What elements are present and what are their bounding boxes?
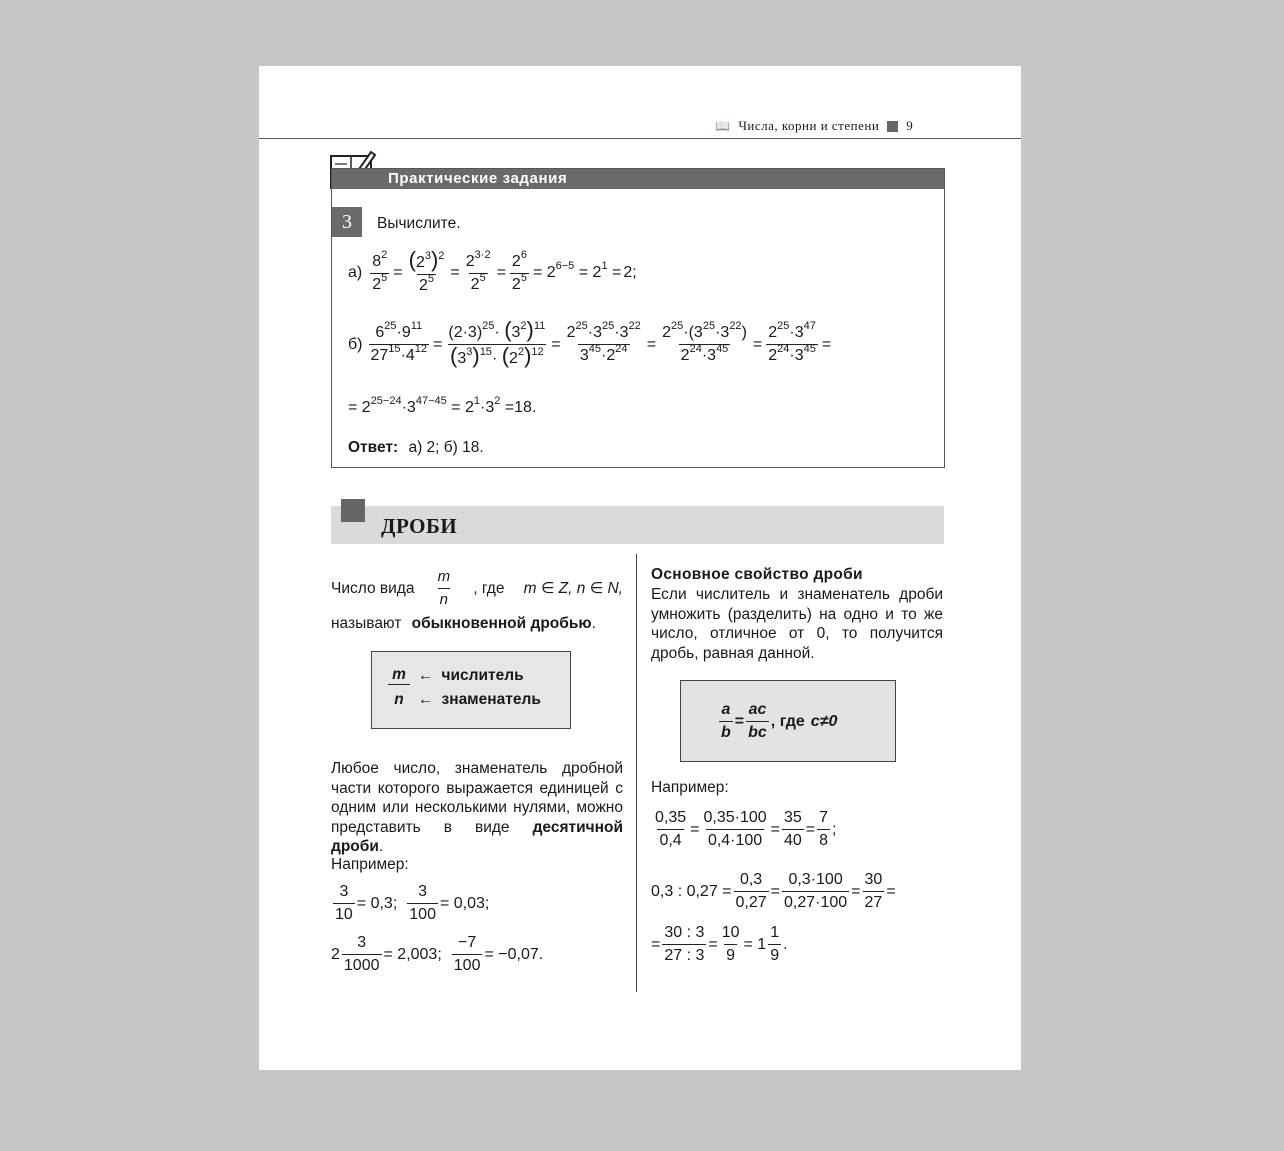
part-b-result: 18. bbox=[514, 399, 537, 416]
practice-frame bbox=[331, 168, 945, 468]
right-example-3: = $\frac{30 : 3}{27 : 3}$ = 10 9 = 1 1 9 . bbox=[651, 922, 788, 967]
right-paragraph: Если числитель и знаменатель дроби умножить (разделить) на одно и то же число, отличное от 0, то получится дробь, равная данной. bbox=[651, 586, 943, 662]
intro-frac-m: m bbox=[437, 568, 451, 585]
box-bc: bc bbox=[746, 721, 769, 744]
task-text: Вычислите. bbox=[377, 215, 461, 232]
box-label-numerator: числитель bbox=[441, 666, 524, 684]
right-example-1: 0,35 0,4 = 0,35·100 0,4·100 = 35 40 = 7 8 ; bbox=[651, 807, 837, 852]
part-b-label: б) bbox=[348, 335, 363, 353]
left-intro bbox=[331, 566, 623, 634]
book-icon: 📖 bbox=[715, 118, 731, 133]
box-b: b bbox=[719, 721, 733, 744]
box-label-denominator: знаменатель bbox=[441, 691, 541, 708]
header-title: Числа, корни и степени bbox=[738, 118, 880, 133]
page-number: 9 bbox=[906, 118, 914, 133]
practice-title: Практические задания bbox=[388, 170, 568, 187]
right-example-2: 0,3 : 0,27 = $\frac{0,3}{0,27}$ = 0,3·100 0,27·100 = 30 27 = bbox=[651, 869, 896, 914]
intro-end: . bbox=[591, 615, 596, 632]
part-a-expression: а) $\frac{8^2}{2^5}$ = $\frac{(2^3)^2}{2^5}$ = $\frac{2^{3\cdot 2}}{2^5}$ = $\frac{2^6}{2^5}$ = $2^{6-5} = 2^1$ = 2; bbox=[348, 249, 637, 297]
answer-line bbox=[348, 439, 484, 457]
left-example-1: $\frac{3}{10}$ = 0,3; $\frac{3}{100}$ = 0,03; bbox=[331, 881, 489, 926]
box-var-n: n bbox=[394, 691, 404, 708]
book-page bbox=[259, 66, 1021, 1070]
decimal-end: . bbox=[378, 838, 384, 855]
column-divider bbox=[636, 554, 637, 992]
section-header bbox=[331, 506, 944, 544]
header-rule bbox=[259, 138, 1021, 139]
arrow-left-icon: ← bbox=[418, 666, 434, 684]
box-text: , где bbox=[770, 712, 805, 730]
task-number: 3 bbox=[332, 207, 362, 237]
box-ac: ac bbox=[748, 701, 767, 718]
decimal-paragraph bbox=[331, 759, 623, 857]
box-condition: c≠0 bbox=[810, 712, 838, 730]
section-title: ДРОБИ bbox=[381, 514, 458, 538]
intro-condition: m ∈ Z, n ∈ N, bbox=[523, 579, 623, 597]
header-square-icon bbox=[887, 121, 898, 132]
answer-label: Ответ: bbox=[348, 439, 399, 456]
intro-frac-n: n bbox=[438, 588, 450, 611]
running-header bbox=[715, 118, 913, 134]
part-a-result: 2; bbox=[623, 264, 637, 281]
box-a: a bbox=[721, 701, 731, 718]
intro-text-d: называют bbox=[331, 615, 402, 632]
arrow-left-icon: ← bbox=[418, 691, 434, 708]
box-var-m: m bbox=[388, 666, 410, 685]
part-b-expression: б) $\frac{6^{25}\cdot 9^{11}}{27^{15}\cdot 4^{12}}$ = $\frac{(2\cdot 3)^{25}\cdot (3^2)^{11}}{(3^3)^{15}\cdot (2^2)^{12}}$ = $\frac{2^{25}\cdot 3^{25}\cdot 3^{22}}{3^{45}\cdot 2^{24}}$ = $\frac{2^{25}\cdot(3^{25}\cdot 3^{22})}{2^{24}\cdot 3^{45}}$ = $\frac{2^{25}\cdot 3^{47}}{2^{24}\cdot 3^{45}}$ = bbox=[348, 317, 832, 368]
decimal-bold-term: десятичной дроби bbox=[331, 818, 623, 855]
decimal-text: Любое число, знаменатель дробной части которого выражается единицей с одним или несколькими нулями, можно представить в виде bbox=[331, 760, 623, 836]
part-a-label: а) bbox=[348, 264, 363, 281]
numerator-denominator-box bbox=[371, 651, 571, 729]
part-b-continuation: = $2^{25-24}\cdot 3^{47-45} = 2^1\cdot 3^2$ = 18. bbox=[348, 395, 537, 416]
intro-text-a: Число вида bbox=[331, 579, 415, 597]
fraction-property-box: $\frac{a}{b}$ = $\frac{ac}{bc}$ , где c≠0 bbox=[680, 680, 896, 762]
left-example-label: Например: bbox=[331, 856, 409, 873]
section-square-icon bbox=[341, 499, 365, 522]
intro-bold-term: обыкновенной дробью bbox=[411, 615, 592, 632]
answer-text: а) 2; б) 18. bbox=[408, 439, 484, 456]
right-example-label: Например: bbox=[651, 779, 729, 796]
left-example-2: 2 $\frac{3}{1000}$ = 2,003; $\frac{-7}{100}$ = −0,07. bbox=[331, 932, 543, 977]
intro-text-b: , где bbox=[473, 579, 505, 597]
right-heading: Основное свойство дроби bbox=[651, 566, 863, 583]
